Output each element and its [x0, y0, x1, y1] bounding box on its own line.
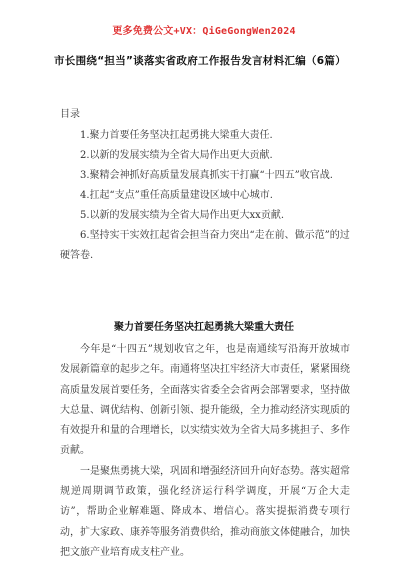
promo-banner: 更多免费公文+VX：QiGeGongWen2024: [112, 26, 296, 37]
toc-item-5[interactable]: 5.以新的发展实绩为全省大局作出更大xx贡献.: [80, 210, 284, 221]
body-paragraph: 今年是“十四五”规划收官之年，也是南通续写沿海开放城市发展新篇章的起步之年。南通将坚决扛牢经济大市责任，紧紧围绕高质量发展首要任务，全面落实省委全会省两会部署要求，坚持做大总量、调优结构、创新引领、提升能级，全力推动经济实现质的有效提升和量的合理增长，以实绩实效为全省大局多挑担子、多作贡献。: [60, 344, 350, 457]
section-title: 聚力首要任务坚决扛起勇挑大梁重大责任: [114, 322, 294, 333]
toc-heading: 目录: [60, 109, 80, 120]
toc-item-2[interactable]: 2.以新的发展实绩为全省大局作出更大贡献.: [80, 150, 273, 161]
toc-item-1[interactable]: 1.聚力首要任务坚决扛起勇挑大梁重大责任.: [80, 130, 273, 141]
section-body: [60, 340, 350, 563]
table-of-contents: [60, 105, 350, 266]
toc-item-3[interactable]: 3.聚精会神抓好高质量发展真抓实干打赢“十四五”收官战.: [80, 170, 333, 181]
toc-item-6[interactable]: 6.坚持实干实效扛起省会担当奋力突出“走在前、做示范”的过硬答卷.: [60, 230, 350, 261]
toc-item-4[interactable]: 4.扛起“支点”重任高质量建设区域中心城市.: [80, 190, 273, 201]
document-title: 市长围绕“担当”谈落实省政府工作报告发言材料汇编（6篇）: [54, 55, 347, 67]
body-paragraph: 一是聚焦勇挑大梁，巩固和增强经济回升向好态势。落实超常规逆周期调节政策，强化经济运行科学调度，开展“万企大走访”，帮助企业解难题、降成本、增信心。落实提振消费专项行动，扩大家政、康养等服务消费供给，推动商旅文体健融合，加快把文旅产业培育成支柱产业。: [60, 465, 350, 558]
